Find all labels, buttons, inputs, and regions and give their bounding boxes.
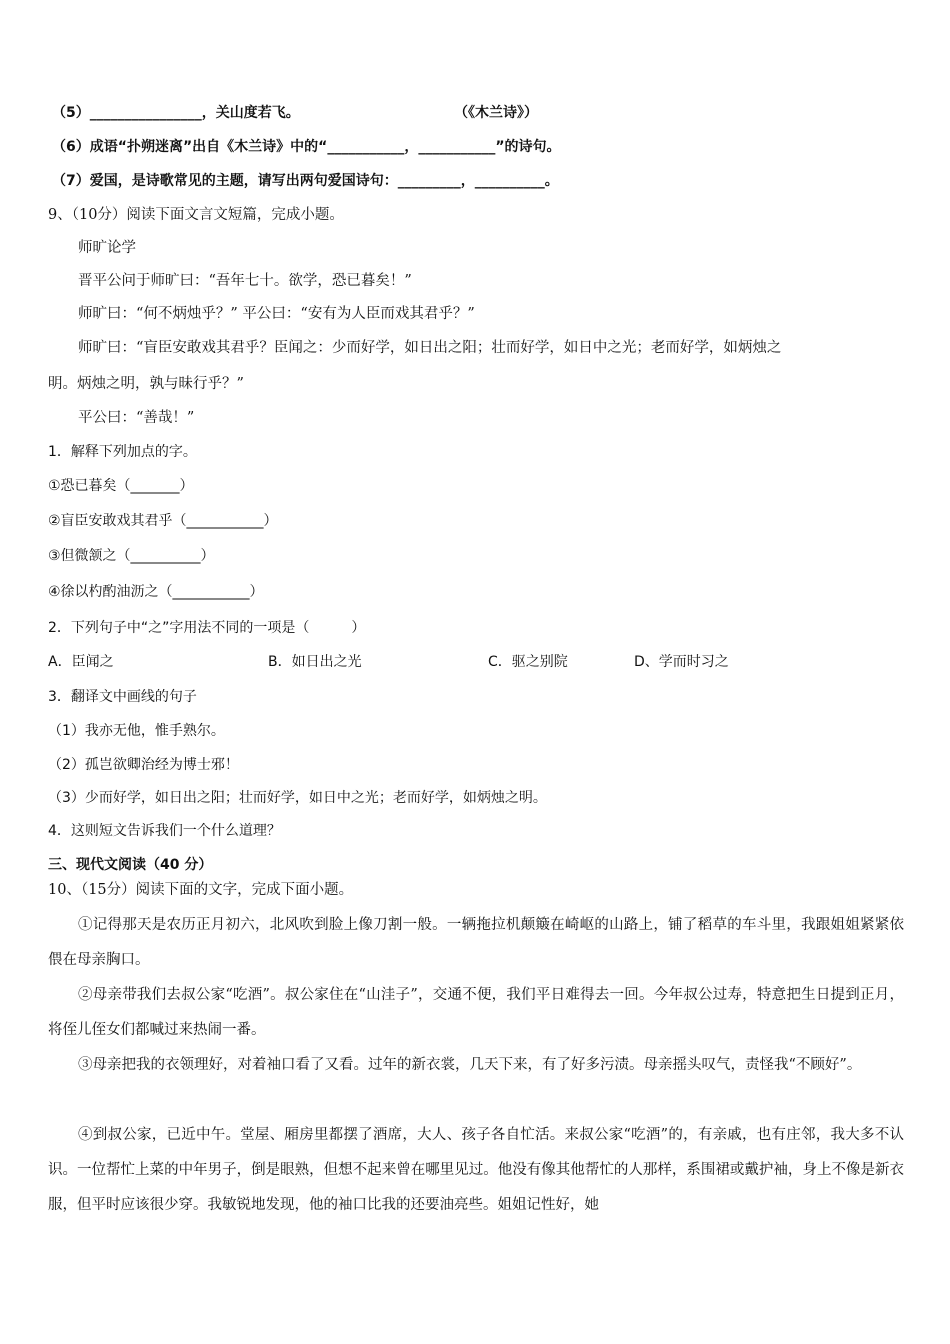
q9-passage-title: 师旷论学 — [78, 240, 136, 256]
q9-sub3-item: （1）我亦无他，惟手熟尔。 — [48, 723, 225, 739]
reading-paragraph: ②母亲带我们去叔公家“吃酒”。叔公家住在“山洼子”，交通不便，我们平日难得去一回。今年叔公过寿，特意把生日提到正月，将侄儿侄女们都喊过来热闹一番。 — [48, 987, 904, 1038]
q9-passage-line: 师旷曰：“盲臣安敢戏其君乎？臣闻之：少而好学，如日出之阳；壮而好学，如日中之光；老而好学，如炳烛之 — [78, 340, 782, 356]
q9-sub3-item: （2）孤岂欲卿治经为博士邪！ — [48, 757, 239, 773]
q9-sub2-option: B．如日出之光 — [268, 654, 362, 670]
section-title: 三、现代文阅读（40 分） — [48, 857, 213, 873]
q9-sub2-option: D、学而时习之 — [634, 654, 729, 670]
q9-sub1-item: ①恐已暮矣（_______） — [48, 478, 194, 494]
q9-passage-line: 师旷曰：“何不炳烛乎？” 平公曰：“安有为人臣而戏其君乎？” — [78, 306, 475, 322]
q9-sub3-title: 3．翻译文中画线的句子 — [48, 689, 197, 705]
q5-text: ，关山度若飞。 — [201, 105, 300, 121]
q5-number: （5） — [52, 105, 90, 121]
q9-sub1-item: ②盲臣安敢戏其君乎（___________） — [48, 513, 278, 529]
q9-intro: 9、（10分）阅读下面文言文短篇，完成小题。 — [48, 207, 344, 223]
q9-sub2-option: C．驱之别院 — [488, 654, 568, 670]
reading-paragraph: ③母亲把我的衣领理好，对着袖口看了又看。过年的新衣裳，几天下来，有了好多污渍。母亲摇头叹气，责怪我“不顾好”。 — [78, 1057, 862, 1073]
reading-paragraph: ①记得那天是农历正月初六，北风吹到脸上像刀割一般。一辆拖拉机颠簸在崎岖的山路上，铺了稻草的车斗里，我跟姐姐紧紧依偎在母亲胸口。 — [48, 917, 904, 968]
q9-passage-line: 明。炳烛之明，孰与昧行乎？” — [48, 376, 244, 392]
q5-blank: ________________ — [89, 105, 202, 121]
q9-sub3-item: （3）少而好学，如日出之阳；壮而好学，如日中之光；老而好学，如炳烛之明。 — [48, 790, 547, 806]
q10-intro: 10、（15分）阅读下面的文字，完成下面小题。 — [48, 882, 354, 898]
q5-line — [52, 103, 300, 123]
q5-source: （《木兰诗》） — [454, 105, 538, 121]
q9-passage-line: 平公曰：“善哉！” — [78, 410, 195, 426]
q9-sub2-option: A．臣闻之 — [48, 654, 114, 670]
q9-sub2-title: 2．下列句子中“之”字用法不同的一项是（ ） — [48, 620, 366, 636]
q9-sub4: 4．这则短文告诉我们一个什么道理？ — [48, 823, 281, 839]
q7-line: （7）爱国，是诗歌常见的主题，请写出两句爱国诗句：_________，__________。 — [52, 173, 559, 189]
q9-passage-line: 晋平公问于师旷曰：“吾年七十。欲学，恐已暮矣！” — [78, 273, 412, 289]
q9-sub1-title: 1．解释下列加点的字。 — [48, 444, 197, 460]
q9-sub1-item: ④徐以杓酌油沥之（___________） — [48, 584, 264, 600]
q9-sub1-item: ③但微颔之（__________） — [48, 548, 215, 564]
reading-paragraph: ④到叔公家，已近中午。堂屋、厢房里都摆了酒席，大人、孩子各自忙活。来叔公家“吃酒”的，有亲戚，也有庄邻，我大多不认识。一位帮忙上菜的中年男子，倒是眼熟，但想不起来曾在哪里见过。他没有像其他帮忙的人那样，系围裙或戴护袖，身上不像是新衣服，但平时应该很少穿。我敏锐地发现，他的袖口比我的还要油亮些。姐姐记性好，她 — [48, 1127, 904, 1213]
q6-line: （6）成语“扑朔迷离”出自《木兰诗》中的“___________，___________”的诗句。 — [52, 139, 561, 155]
